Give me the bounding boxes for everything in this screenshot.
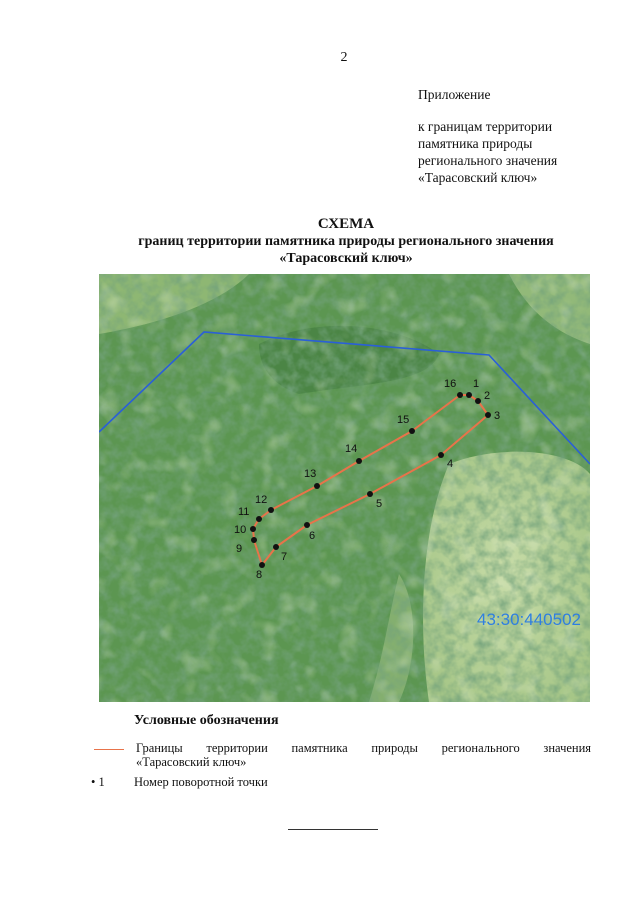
appendix-heading: Приложение [418, 87, 491, 102]
turning-point-label: 11 [238, 506, 250, 518]
turning-point-label: 16 [444, 378, 457, 390]
turning-point-label: 7 [281, 551, 288, 563]
turning-point-marker [259, 562, 265, 568]
turning-point-label: 12 [255, 494, 268, 506]
cadastral-number-label: 43:30:440502 [477, 610, 581, 629]
light-texture [99, 274, 590, 702]
turning-point-marker [438, 452, 444, 458]
legend-boundary-text-line2: «Тарасовский ключ» [136, 755, 247, 769]
turning-point-label: 13 [304, 468, 317, 480]
turning-point-marker [250, 526, 256, 532]
turning-point-label: 10 [234, 524, 247, 536]
turning-point-marker [466, 392, 472, 398]
legend-boundary-text [136, 741, 591, 756]
turning-point-label: 4 [447, 458, 454, 470]
turning-point-label: 8 [256, 569, 263, 581]
turning-point-label: 15 [397, 414, 410, 426]
turning-point-label: 2 [484, 390, 491, 402]
turning-point-marker [485, 412, 491, 418]
appendix-line: «Тарасовский ключ» [418, 170, 538, 185]
turning-point-label: 3 [494, 410, 501, 422]
turning-point-marker [273, 544, 279, 550]
turning-point-marker [367, 491, 373, 497]
boundary-line-sample [94, 749, 124, 750]
turning-point-label: 1 [473, 378, 480, 390]
scheme-title [96, 216, 596, 267]
turning-point-marker [268, 507, 274, 513]
legend-point-text: Номер поворотной точки [134, 775, 268, 789]
legend-word: территории [206, 741, 268, 755]
scheme-title-line3: «Тарасовский ключ» [279, 251, 413, 266]
page-number: 2 [340, 50, 348, 65]
turning-point-marker [256, 516, 262, 522]
appendix-line: к границам территории [418, 119, 553, 134]
turning-point-marker [409, 428, 415, 434]
point-marker-sample: • 1 [91, 775, 105, 789]
legend-word: памятника [291, 741, 348, 755]
map-canvas [99, 274, 590, 702]
turning-point-marker [356, 458, 362, 464]
legend-word: природы [371, 741, 418, 755]
satellite-map [99, 274, 590, 702]
turning-point-marker [457, 392, 463, 398]
turning-point-marker [304, 522, 310, 528]
scheme-title-line2: границ территории памятника природы регионального значения [138, 234, 554, 249]
footer-divider [288, 829, 378, 830]
turning-point-label: 5 [376, 498, 383, 510]
turning-point-label: 9 [236, 543, 243, 555]
turning-point-label: 6 [309, 530, 316, 542]
appendix-note [418, 86, 633, 186]
legend-word: Границы [136, 741, 183, 755]
legend-word: регионального [441, 741, 520, 755]
turning-point-marker [475, 398, 481, 404]
legend-word: значения [543, 741, 592, 755]
scheme-title-line1: СХЕМА [317, 216, 375, 232]
turning-point-marker [314, 483, 320, 489]
appendix-line: памятника природы [418, 136, 533, 151]
appendix-line: регионального значения [418, 153, 558, 168]
turning-point-label: 14 [345, 443, 358, 455]
legend-title: Условные обозначения [134, 713, 279, 728]
turning-point-marker [251, 537, 257, 543]
